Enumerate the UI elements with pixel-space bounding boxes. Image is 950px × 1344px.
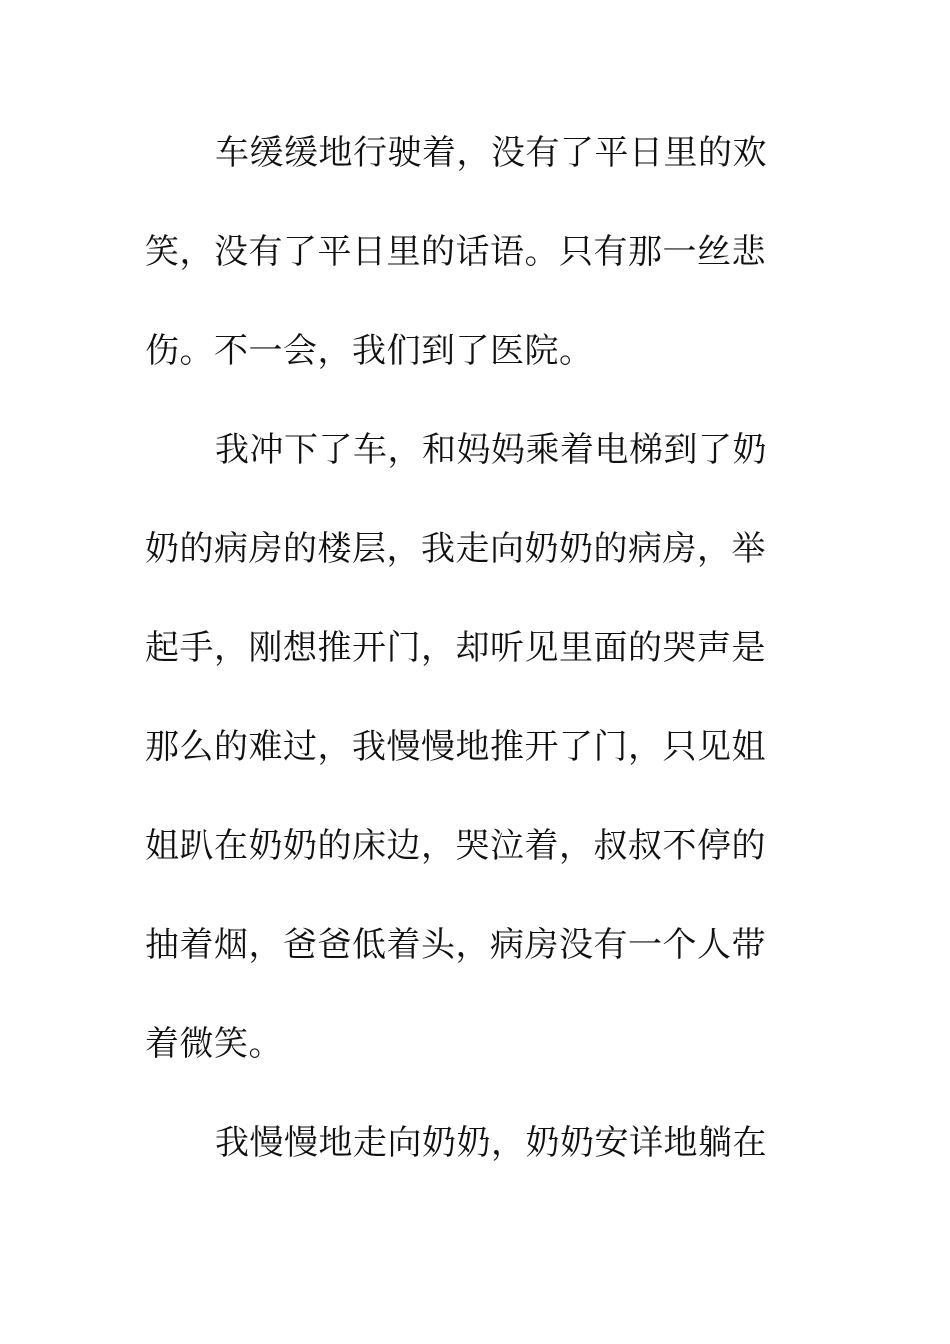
- text-line: 那么的难过，我慢慢地推开了门，只见姐: [145, 727, 766, 767]
- text-line: 着微笑。: [145, 1024, 283, 1064]
- text-line: 车缓缓地行驶着，没有了平日里的欢: [215, 133, 767, 173]
- text-line: 我慢慢地走向奶奶，奶奶安详地躺在: [215, 1123, 767, 1163]
- text-line: 笑，没有了平日里的话语。只有那一丝悲: [145, 232, 766, 272]
- text-line: 抽着烟，爸爸低着头，病房没有一个人带: [145, 925, 766, 965]
- text-line: 奶的病房的楼层，我走向奶奶的病房，举: [145, 529, 766, 569]
- body-text: [145, 123, 785, 1212]
- text-line: 起手，刚想推开门，却听见里面的哭声是: [145, 628, 766, 668]
- text-line: 我冲下了车，和妈妈乘着电梯到了奶: [215, 430, 767, 470]
- text-line: 姐趴在奶奶的床边，哭泣着，叔叔不停的: [145, 826, 766, 866]
- text-line: 伤。不一会，我们到了医院。: [145, 331, 594, 371]
